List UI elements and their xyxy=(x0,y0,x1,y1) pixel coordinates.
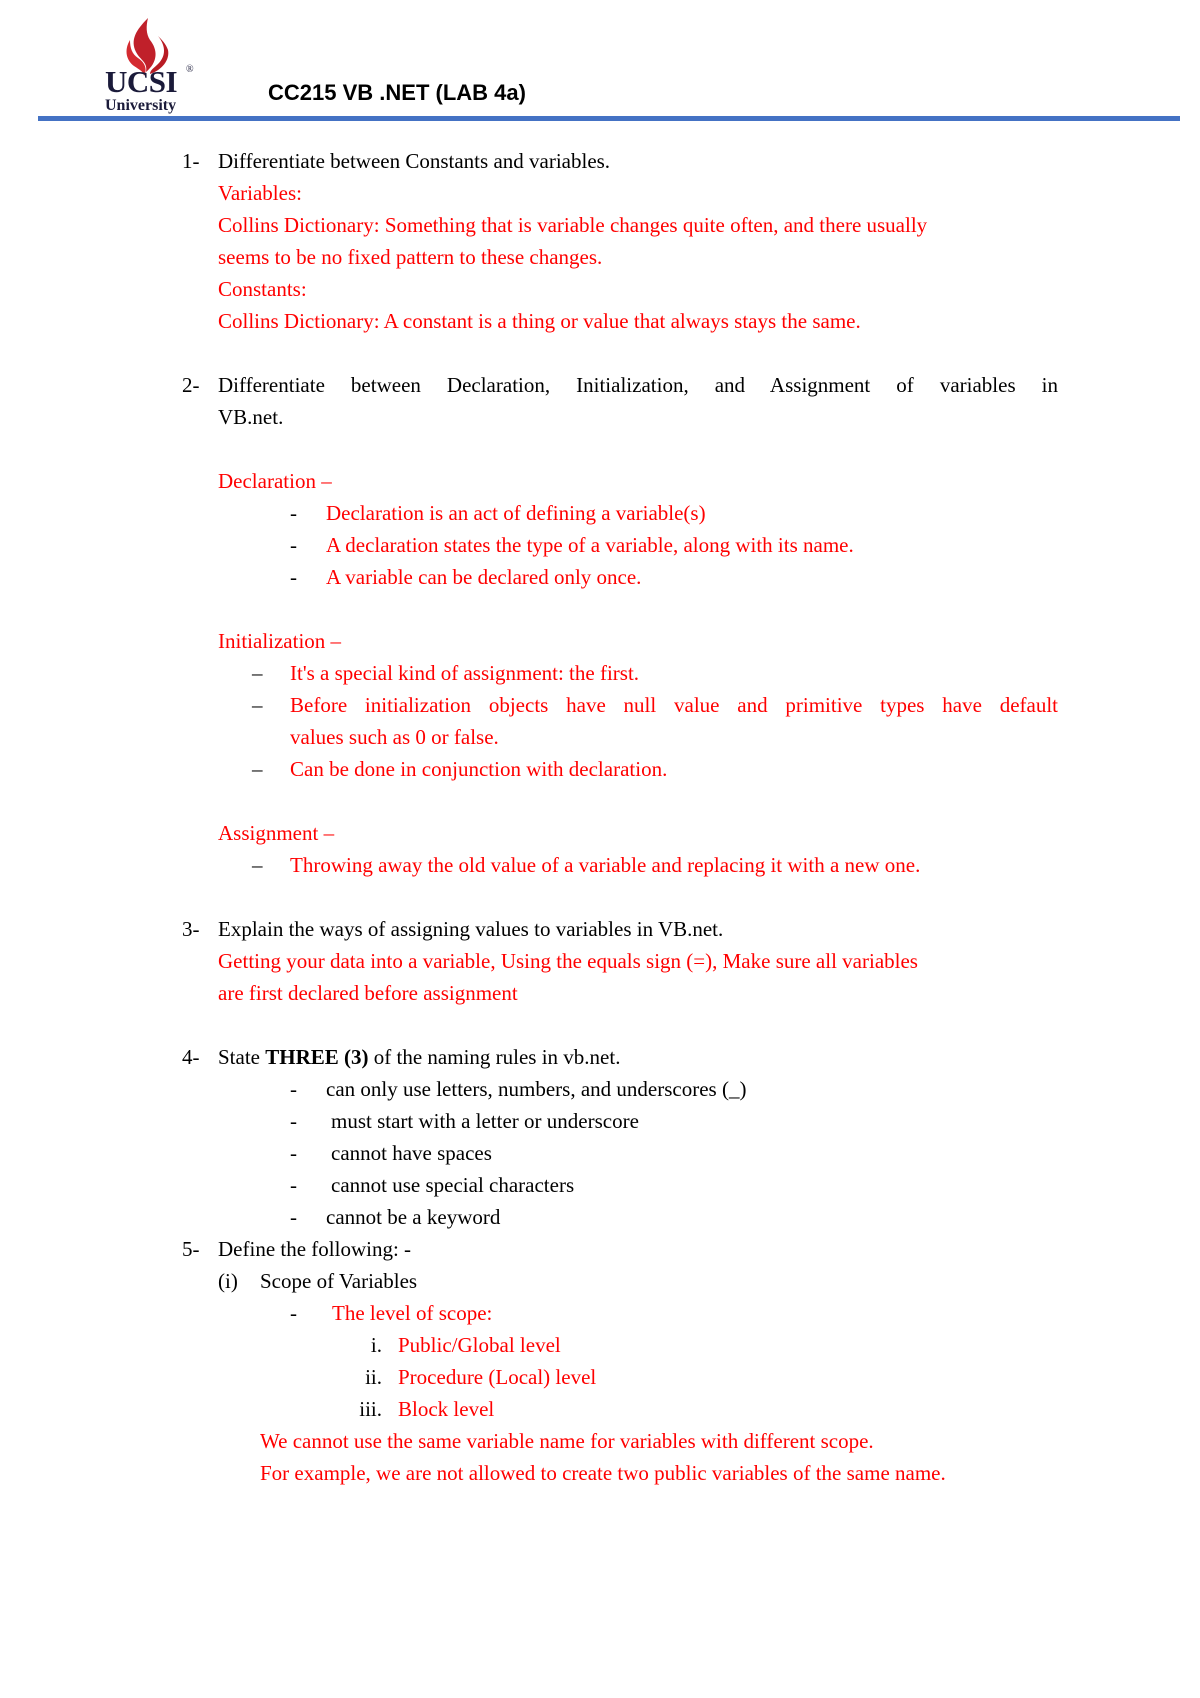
bullet-dash: - xyxy=(290,1109,297,1133)
bullet-dash: - xyxy=(290,1077,297,1101)
scope-level-label: Public/Global level xyxy=(398,1333,561,1357)
scope-level-label: Procedure (Local) level xyxy=(398,1365,597,1389)
page-title: CC215 VB .NET (LAB 4a) xyxy=(268,80,526,105)
ucsi-logo-wordmark xyxy=(105,66,177,114)
naming-rule-bullet: cannot have spaces xyxy=(331,1141,492,1165)
question-4-bold: THREE (3) xyxy=(265,1045,369,1069)
scope-note: We cannot use the same variable name for variables with different scope. xyxy=(260,1429,874,1453)
naming-rule-bullet: can only use letters, numbers, and underscores (_) xyxy=(326,1077,747,1101)
q1-answer-line: seems to be no fixed pattern to these changes. xyxy=(218,245,603,269)
document-header xyxy=(0,0,1200,130)
bullet-dash: – xyxy=(252,757,263,781)
question-2-text: Differentiate between Declaration, Initialization, and Assignment of variables in xyxy=(218,373,1058,397)
question-5-text: Define the following: - xyxy=(218,1237,412,1261)
bullet-dash: - xyxy=(290,1205,297,1229)
logo-name: UCSI xyxy=(105,64,178,99)
bullet-dash: - xyxy=(290,565,297,589)
scope-level-number: iii. xyxy=(359,1397,382,1421)
logo-subtitle: University xyxy=(105,97,177,114)
declaration-bullet: A variable can be declared only once. xyxy=(326,565,642,589)
question-4-post: of the naming rules in vb.net. xyxy=(368,1045,621,1069)
initialization-bullet: Can be done in conjunction with declaration. xyxy=(290,757,668,781)
bullet-dash: - xyxy=(290,501,297,525)
initialization-bullet-cont: values such as 0 or false. xyxy=(290,725,499,749)
question-4-number: 4- xyxy=(182,1045,200,1069)
scope-level-label: Block level xyxy=(398,1397,495,1421)
bullet-dash: – xyxy=(252,661,263,685)
q1-answer-line: Variables: xyxy=(218,181,302,205)
assignment-bullet: Throwing away the old value of a variable and replacing it with a new one. xyxy=(290,853,921,877)
q1-answer-line: Collins Dictionary: Something that is variable changes quite often, and there usually xyxy=(218,213,928,237)
bullet-dash: - xyxy=(290,1301,297,1325)
scope-note: For example, we are not allowed to create two public variables of the same name. xyxy=(260,1461,946,1485)
question-2-text-cont: VB.net. xyxy=(218,405,284,429)
question-2-number: 2- xyxy=(182,373,200,397)
naming-rule-bullet: must start with a letter or underscore xyxy=(331,1109,639,1133)
scope-level-number: i. xyxy=(370,1333,382,1357)
declaration-bullet: Declaration is an act of defining a variable(s) xyxy=(326,501,706,525)
naming-rule-bullet: cannot use special characters xyxy=(331,1173,575,1197)
question-5-number: 5- xyxy=(182,1237,200,1261)
q3-answer-line: are first declared before assignment xyxy=(218,981,518,1005)
question-3-text: Explain the ways of assigning values to variables in VB.net. xyxy=(218,917,724,941)
q1-answer-line: Collins Dictionary: A constant is a thing or value that always stays the same. xyxy=(218,309,861,333)
question-1-text: Differentiate between Constants and variables. xyxy=(218,149,611,173)
naming-rule-bullet: cannot be a keyword xyxy=(326,1205,501,1229)
header-divider xyxy=(38,116,1180,121)
bullet-dash: – xyxy=(252,853,263,877)
declaration-heading: Declaration – xyxy=(218,469,332,493)
assignment-heading: Assignment – xyxy=(218,821,335,845)
bullet-dash: - xyxy=(290,533,297,557)
question-3-number: 3- xyxy=(182,917,200,941)
initialization-bullet: Before initialization objects have null value and primitive types have default xyxy=(290,693,1058,717)
declaration-bullet: A declaration states the type of a variable, along with its name. xyxy=(326,533,854,557)
question-4-text xyxy=(218,1041,620,1073)
initialization-bullet: It's a special kind of assignment: the first. xyxy=(290,661,640,685)
initialization-heading: Initialization – xyxy=(218,629,342,653)
bullet-dash: - xyxy=(290,1173,297,1197)
logo-registered-mark: ® xyxy=(186,64,194,75)
scope-heading: The level of scope: xyxy=(332,1301,493,1325)
sub-question-title: Scope of Variables xyxy=(260,1269,418,1293)
question-4-pre: State xyxy=(218,1045,266,1069)
scope-level-number: ii. xyxy=(365,1365,382,1389)
sub-question-number: (i) xyxy=(218,1269,238,1293)
bullet-dash: – xyxy=(252,693,263,717)
question-1-number: 1- xyxy=(182,149,200,173)
q1-answer-line: Constants: xyxy=(218,277,307,301)
bullet-dash: - xyxy=(290,1141,297,1165)
q3-answer-line: Getting your data into a variable, Using the equals sign (=), Make sure all variables xyxy=(218,949,918,973)
